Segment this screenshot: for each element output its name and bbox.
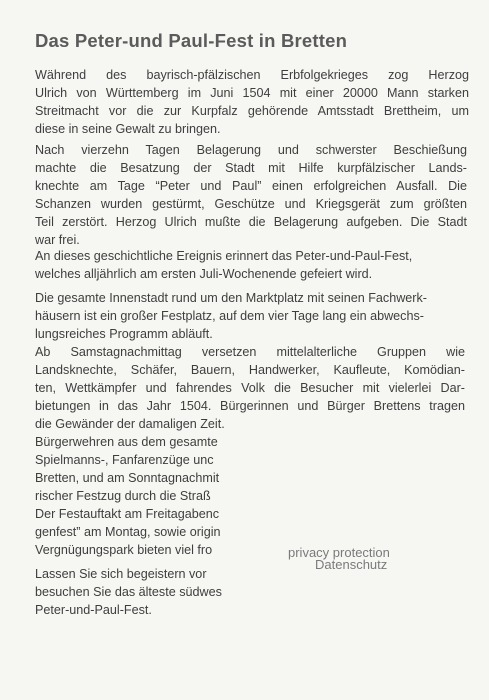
privacy-watermark-subtitle: Datenschutz	[315, 557, 388, 572]
text-line: Teil zerstört. Herzog Ulrich mußte die Belagerung aufgeben. Die Stadt	[35, 215, 467, 229]
page-title: Das Peter-und Paul-Fest in Bretten	[35, 30, 348, 51]
text-line: häusern ist ein großer Festplatz, auf dem vier Tage lang ein abwechs-	[35, 309, 424, 323]
paragraph-7	[35, 505, 245, 559]
text-line: Lassen Sie sich begeistern vor	[35, 567, 207, 581]
text-line: Nach vierzehn Tagen Belagerung und schwerster Beschießung	[35, 143, 467, 157]
text-line: Vergnügungspark bieten viel fro	[35, 543, 213, 557]
text-line: Der Festauftakt am Freitagabenc	[35, 507, 220, 521]
text-line: Bürgerwehren aus dem gesamte	[35, 435, 218, 449]
privacy-watermark: privacy protection	[288, 545, 390, 560]
text-line: Landsknechte, Schäfer, Bauern, Handwerker, Kaufleute, Komödian-	[35, 363, 465, 377]
text-line: bietungen in das Jahr 1504. Bürgerinnen und Bürger Brettens tragen	[35, 399, 465, 413]
text-line: besuchen Sie das älteste südwes	[35, 585, 222, 599]
text-line: welches alljährlich am ersten Juli-Wochenende gefeiert wird.	[35, 267, 373, 281]
paragraph-6	[35, 433, 245, 505]
text-line: Peter-und-Paul-Fest.	[35, 603, 152, 617]
redaction-area	[243, 430, 489, 630]
text-line: Während des bayrisch-pfälzischen Erbfolgekrieges zog Herzog	[35, 68, 469, 82]
text-line: knechte am Tage “Peter und Paul” einen erfolgreichen Ausfall. Die	[35, 179, 467, 193]
text-line: Die gesamte Innenstadt rund um den Marktplatz mit seinen Fachwerk-	[35, 291, 427, 305]
text-line: Bretten, und am Sonntagnachmit	[35, 471, 220, 485]
text-line: ten, Wettkämpfer und fahrendes Volk die Besucher mit vielerlei Dar-	[35, 381, 465, 395]
text-line: war frei.	[35, 233, 80, 247]
text-line: die Gewänder der damaligen Zeit.	[35, 417, 225, 431]
text-line: genfest” am Montag, sowie origin	[35, 525, 221, 539]
text-line: Ab Samstagnachmittag versetzen mittelalterliche Gruppen wie	[35, 345, 465, 359]
text-line: An dieses geschichtliche Ereignis erinnert das Peter-und-Paul-Fest,	[35, 249, 413, 263]
text-line: rischer Festzug durch die Straß	[35, 489, 211, 503]
text-line: Spielmanns-, Fanfarenzüge unc	[35, 453, 214, 467]
text-line: lungsreiches Programm abläuft.	[35, 327, 213, 341]
paragraph-1	[35, 66, 469, 138]
paragraph-4	[35, 289, 463, 343]
paragraph-3	[35, 247, 465, 283]
paragraph-2	[35, 141, 467, 249]
paragraph-8	[35, 565, 245, 619]
text-line: Ulrich von Württemberg im Juni 1504 mit einer 20000 Mann starken	[35, 86, 469, 100]
text-line: Schanzen wurden gestürmt, Geschütze und Kriegsgerät zum größten	[35, 197, 467, 211]
text-line: machte die Besatzung der Stadt mit Hilfe kurpfälzischer Lands-	[35, 161, 467, 175]
text-line: Streitmacht vor die zur Kurpfalz gehörende Amtsstadt Brettheim, um	[35, 104, 469, 118]
paragraph-5	[35, 343, 465, 433]
text-line: diese in seine Gewalt zu bringen.	[35, 122, 221, 136]
